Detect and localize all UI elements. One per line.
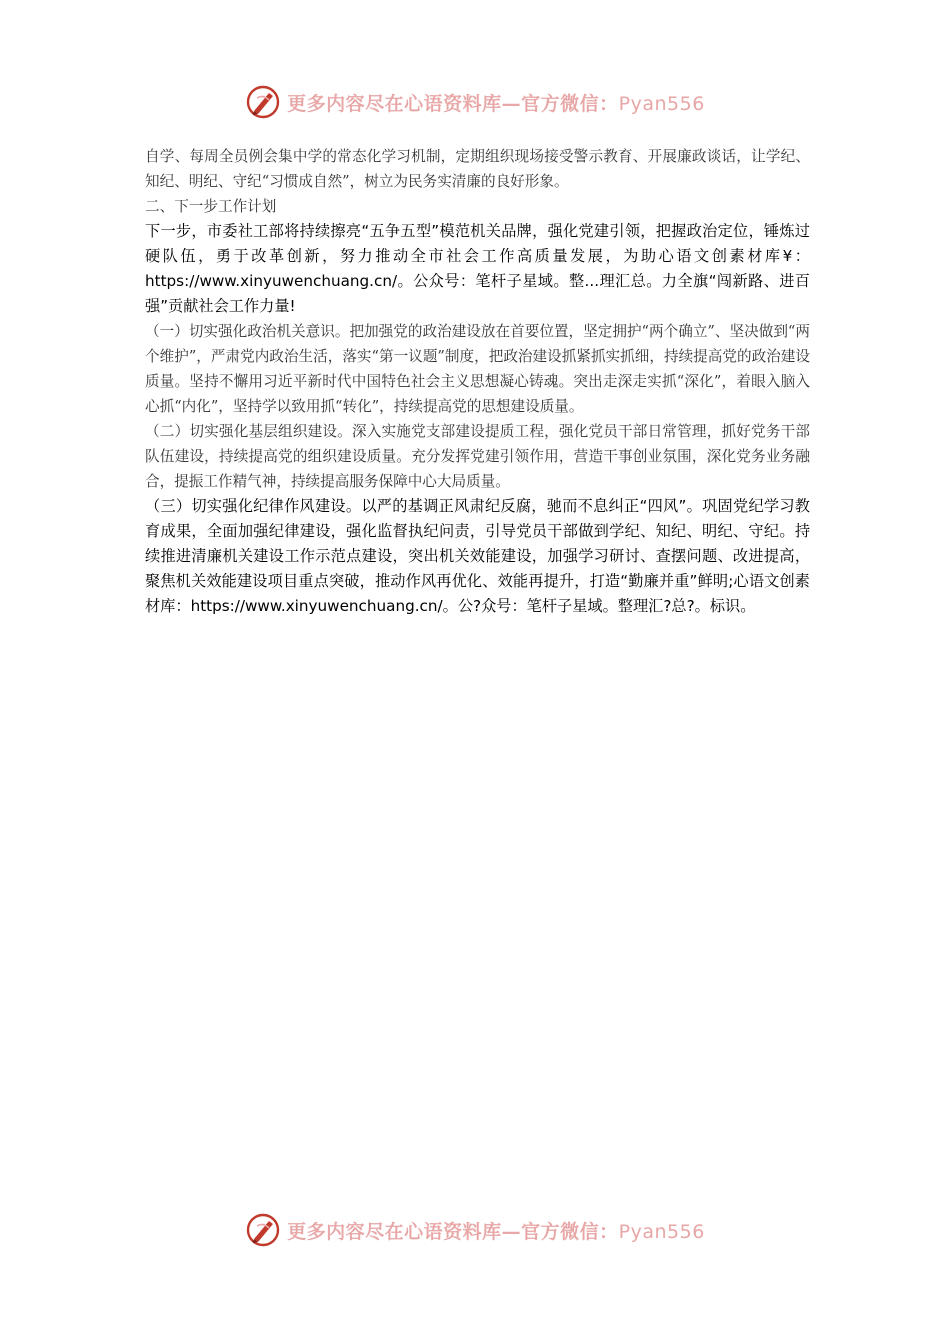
- header-watermark: [0, 82, 950, 122]
- header-watermark-text: [287, 89, 705, 116]
- paragraph-grassroots-organization: （二）切实强化基层组织建设。深入实施党支部建设提质工程，强化党员干部日常管理，抓好党务干部队伍建设，持续提高党的组织建设质量。充分发挥党建引领作用，营造干事创业氛围，深化党务业务融合，提振工作精气神，持续提高服务保障中心大局质量。: [145, 423, 810, 490]
- paragraph-study-mechanism: 自学、每周全员例会集中学的常态化学习机制，定期组织现场接受警示教育、开展廉政谈话，让学纪、知纪、明纪、守纪“习惯成自然”，树立为民务实清廉的良好形象。: [145, 148, 810, 190]
- footer-watermark: [0, 1210, 950, 1250]
- paragraph-next-step: 下一步，市委社工部将持续擦亮“五争五型”模范机关品牌，强化党建引领，把握政治定位，锤炼过硬队伍，勇于改革创新，努力推动全市社会工作高质量发展，为助心语文创素材库¥：https://www.xinyuwenchuang.cn/。公众号：笔杆子星域。整...理汇总。力全旗“闯新路、进百强”贡献社会工作力量!: [145, 222, 810, 315]
- header-watermark-label: 更多内容尽在心语资料库—官方微信：: [287, 92, 619, 115]
- pen-logo-icon: [245, 84, 281, 120]
- section-heading-next-plan: 二、下一步工作计划: [145, 198, 277, 215]
- document-body: [145, 144, 810, 619]
- paragraph-political-awareness: （一）切实强化政治机关意识。把加强党的政治建设放在首要位置，坚定拥护“两个确立”、坚决做到“两个维护”，严肃党内政治生活，落实“第一议题”制度，把政治建设抓紧抓实抓细，持续提高党的政治建设质量。坚持不懈用习近平新时代中国特色社会主义思想凝心铸魂。突出走深走实抓“深化”，着眼入脑入心抓“内化”，坚持学以致用抓“转化”，持续提高党的思想建设质量。: [145, 323, 810, 415]
- header-watermark-id: Pyan556: [618, 92, 705, 115]
- footer-watermark-label: 更多内容尽在心语资料库—官方微信：: [287, 1220, 619, 1243]
- footer-watermark-id: Pyan556: [618, 1220, 705, 1243]
- pen-logo-icon: [245, 1212, 281, 1248]
- footer-watermark-text: [287, 1217, 705, 1244]
- paragraph-discipline-style: （三）切实强化纪律作风建设。以严的基调正风肃纪反腐，驰而不息纠正“四风”。巩固党纪学习教育成果，全面加强纪律建设，强化监督执纪问责，引导党员干部做到学纪、知纪、明纪、守纪。持续推进清廉机关建设工作示范点建设，突出机关效能建设，加强学习研讨、查摆问题、改进提高，聚焦机关效能建设项目重点突破，推动作风再优化、效能再提升，打造“勤廉并重”鲜明;心语文创素材库：https://www.xinyuwenchuang.cn/。公?众号：笔杆子星域。整理汇?总?。标识。: [145, 497, 810, 615]
